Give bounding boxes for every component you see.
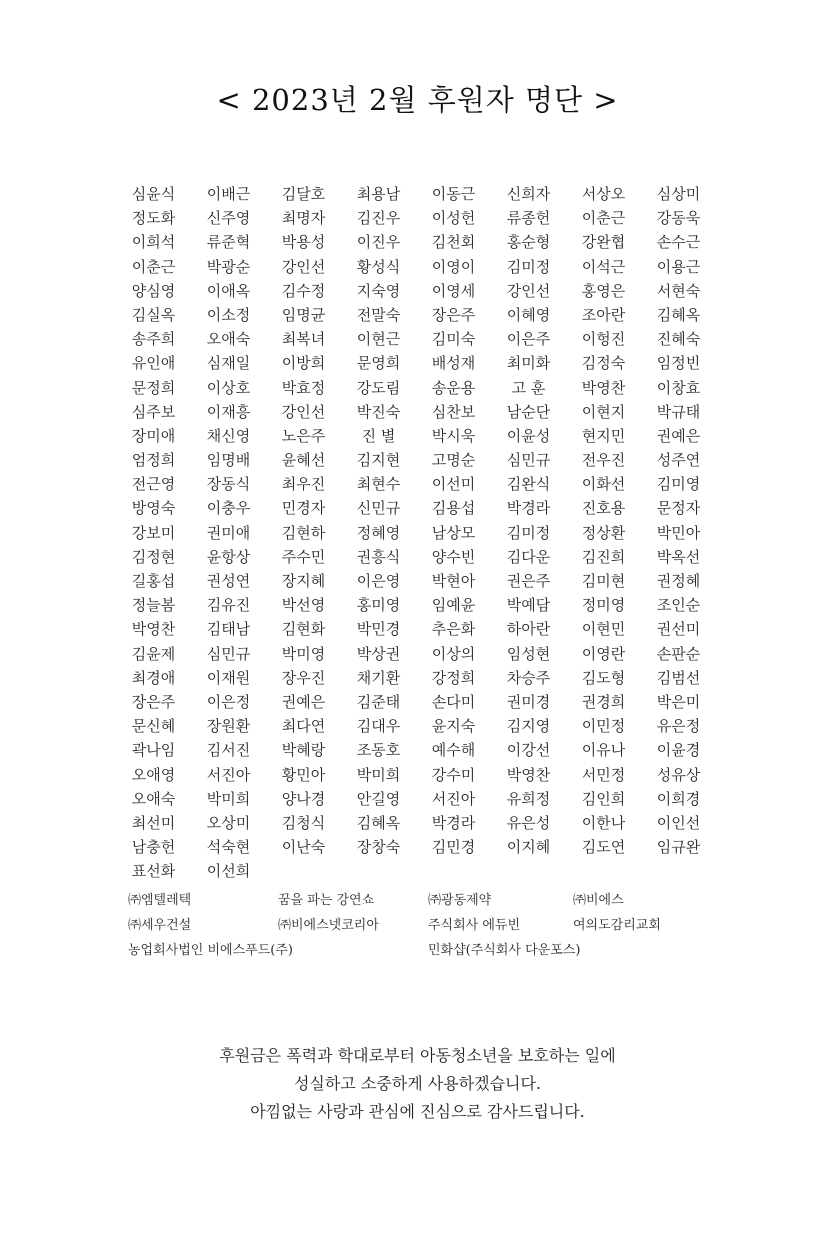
donor-name: 이한나	[581, 813, 626, 832]
donor-name: 이헝진	[581, 330, 626, 349]
donor-name: 박용성	[281, 233, 326, 252]
donor-name: 서상오	[581, 185, 626, 203]
donor-name: 최현수	[356, 475, 401, 494]
donor-name: 박영찬	[131, 620, 176, 639]
donor-name: 김현화	[281, 620, 326, 639]
donor-name: 문신혜	[131, 717, 176, 736]
donor-name: 박규태	[656, 402, 701, 421]
donor-name: 신희자	[506, 185, 551, 203]
donor-name: 이용근	[656, 257, 701, 276]
donor-name: 박예담	[506, 596, 551, 615]
donor-name: 문정희	[131, 378, 176, 397]
donor-name: 박효정	[281, 378, 326, 397]
donor-name: 강인선	[281, 402, 326, 421]
donor-name: 서민정	[581, 765, 626, 784]
donor-name: 남순단	[506, 402, 551, 421]
donor-name: 박상권	[356, 644, 401, 663]
donor-name: 지숙영	[356, 281, 401, 300]
donor-name: 임정빈	[656, 354, 701, 373]
organization-item: 농업회사법인 비에스푸드(주)	[128, 943, 293, 958]
organization-item: 주식회사 에듀빈	[428, 918, 521, 933]
organization-list	[128, 888, 728, 963]
donor-name: 박미영	[281, 644, 326, 663]
donor-name: 서현숙	[656, 281, 701, 300]
donor-name: 조아란	[581, 305, 626, 324]
donor-name: 양심영	[131, 281, 176, 300]
donor-name: 이난숙	[281, 838, 326, 857]
donor-name: 김범선	[656, 668, 701, 687]
message-line: 성실하고 소중하게 사용하겠습니다.	[293, 1074, 542, 1093]
donor-name: 이은주	[506, 330, 551, 349]
donor-name: 손수근	[656, 233, 701, 252]
donor-name: 장지혜	[281, 572, 326, 590]
donor-name: 이현지	[581, 402, 626, 421]
donor-name: 김미정	[506, 523, 551, 542]
donor-name: 김지현	[356, 451, 401, 470]
donor-name: 심재일	[206, 354, 251, 373]
donor-name: 배성재	[431, 354, 476, 373]
donor-name: 임예윤	[431, 596, 476, 615]
donor-name: 김현하	[281, 523, 326, 542]
donor-name: 고 훈	[511, 378, 546, 397]
donor-name: 심찬보	[431, 402, 476, 421]
donor-name: 이민정	[581, 717, 626, 736]
donor-name: 엄정희	[131, 451, 176, 470]
donor-name: 손판순	[656, 644, 701, 663]
donor-name: 김진희	[581, 547, 626, 566]
donor-name: 장창숙	[356, 838, 401, 857]
organization-item: ㈜세우건설	[128, 918, 192, 933]
donor-name: 권은주	[506, 572, 551, 590]
donor-name: 임성현	[506, 644, 551, 663]
donor-name: 권선미	[656, 620, 701, 639]
donor-name: 정미영	[581, 596, 626, 615]
donor-name: 이화선	[581, 475, 626, 494]
donor-name: 최용남	[356, 185, 401, 203]
donor-name: 이창효	[656, 378, 701, 397]
donor-name: 이희석	[131, 233, 176, 252]
donor-name: 이춘근	[581, 209, 626, 228]
donor-name: 오애숙	[131, 789, 176, 808]
donor-name: 김진우	[356, 209, 401, 228]
donor-name: 유은성	[506, 813, 551, 832]
donor-name: 장우진	[281, 668, 326, 687]
donor-name: 조인순	[656, 596, 701, 615]
donor-name: 심민규	[206, 644, 251, 663]
donor-name: 김완식	[506, 475, 551, 494]
donor-name: 표선화	[131, 862, 176, 881]
donor-name: 황성식	[356, 257, 401, 276]
donor-name: 오상미	[206, 813, 251, 832]
donor-name: 박영찬	[506, 765, 551, 784]
donor-name: 김미영	[656, 475, 701, 494]
donor-name: 신주영	[206, 209, 251, 228]
donor-name: 김다운	[506, 547, 551, 566]
donor-name: 이춘근	[131, 257, 176, 276]
donor-name: 민경자	[281, 499, 326, 518]
donor-name: 박민아	[656, 523, 701, 542]
donor-name: 송주희	[131, 330, 176, 349]
donor-name: 강인선	[281, 257, 326, 276]
organization-item: ㈜비에스	[573, 893, 624, 908]
donor-name: 이선희	[206, 862, 251, 881]
donor-name: 정도화	[131, 209, 176, 228]
donor-name: 성주연	[656, 451, 701, 470]
donor-name: 손다미	[431, 692, 476, 711]
donor-name: 이윤성	[506, 426, 551, 445]
donor-name: 김도형	[581, 668, 626, 687]
donor-name: 이재흥	[206, 402, 251, 421]
donor-name: 김실옥	[131, 305, 176, 324]
donor-name: 정늘봄	[131, 596, 176, 615]
donor-name: 박민경	[356, 620, 401, 639]
donor-name: 강인선	[506, 281, 551, 300]
donor-name: 박미희	[356, 765, 401, 784]
donor-name: 석숙현	[206, 838, 251, 857]
donor-name: 서진아	[206, 765, 251, 784]
donor-name: 남충헌	[131, 838, 176, 857]
donor-name: 최다연	[281, 717, 326, 736]
donor-name: 김정숙	[581, 354, 626, 373]
donor-name: 임규완	[656, 838, 701, 857]
donor-name: 박경라	[431, 813, 476, 832]
message-line: 아낌없는 사랑과 관심에 진심으로 감사드립니다.	[250, 1102, 585, 1121]
donor-name: 박광순	[206, 257, 251, 276]
donor-name: 홍순형	[506, 233, 551, 252]
donor-name: 이혜영	[506, 305, 551, 324]
donor-name: 진혜숙	[656, 330, 701, 349]
donor-name: 박현아	[431, 572, 476, 590]
donor-name: 박은미	[656, 692, 701, 711]
donor-name: 김도연	[581, 838, 626, 857]
donor-name: 심상미	[656, 185, 701, 203]
donor-name: 전말숙	[356, 305, 401, 324]
donor-name: 하아란	[506, 620, 551, 639]
donor-name: 남상모	[431, 523, 476, 542]
donor-name: 이방희	[281, 354, 326, 373]
donor-name: 최명자	[281, 209, 326, 228]
donor-name: 이배근	[206, 185, 251, 203]
donor-name: 이강선	[506, 741, 551, 760]
donor-name: 김윤제	[131, 644, 176, 663]
donor-name: 김대우	[356, 717, 401, 736]
donor-name: 권성연	[206, 572, 251, 590]
donor-name: 이영세	[431, 281, 476, 300]
donor-name: 송운용	[431, 378, 476, 397]
donor-name: 장동식	[206, 475, 251, 494]
donor-name: 김미정	[506, 257, 551, 276]
donor-name: 박혜랑	[281, 741, 326, 760]
organization-item: 민화샵(주식회사 다운포스)	[428, 943, 581, 958]
donor-name: 최경애	[131, 668, 176, 687]
donor-name: 김준태	[356, 692, 401, 711]
donor-name: 류종헌	[506, 209, 551, 228]
donor-name: 김수정	[281, 281, 326, 300]
donor-name: 박진숙	[356, 402, 401, 421]
donor-name: 김태남	[206, 620, 251, 639]
donor-name: 이석근	[581, 257, 626, 276]
donor-name: 윤항상	[206, 547, 251, 566]
donor-name: 방영숙	[131, 499, 176, 518]
donor-name: 정혜영	[356, 523, 401, 542]
donor-name: 추은화	[431, 620, 476, 639]
donor-name: 이상의	[431, 644, 476, 663]
donor-name: 심윤식	[131, 185, 176, 203]
donor-name: 이윤경	[656, 741, 701, 760]
donor-name: 김천회	[431, 233, 476, 252]
donor-name: 박경라	[506, 499, 551, 518]
donor-name: 김달호	[281, 185, 326, 203]
donor-name: 김민경	[431, 838, 476, 857]
donor-name: 이선미	[431, 475, 476, 494]
donor-name: 심민규	[506, 451, 551, 470]
donor-name: 이은정	[206, 692, 251, 711]
donor-name: 박옥선	[656, 547, 701, 566]
donor-name: 김혜옥	[356, 813, 401, 832]
donor-name: 이유나	[581, 741, 626, 760]
donor-name: 이재원	[206, 668, 251, 687]
donor-name: 강동욱	[656, 209, 701, 228]
organization-item: ㈜엠텔레텍	[128, 893, 192, 908]
donor-name: 임명균	[281, 305, 326, 324]
donor-name: 박영찬	[581, 378, 626, 397]
donor-name: 홍영은	[581, 281, 626, 300]
donor-name: 장원환	[206, 717, 251, 736]
donor-name: 류준혁	[206, 233, 251, 252]
donor-name: 강수미	[431, 765, 476, 784]
donor-name: 오애영	[131, 765, 176, 784]
donor-name: 성유상	[656, 765, 701, 784]
donor-name: 강완협	[581, 233, 626, 252]
donor-name: 장은주	[131, 692, 176, 711]
donor-name: 윤혜선	[281, 451, 326, 470]
donor-name: 황민아	[281, 765, 326, 784]
donor-name: 이인선	[656, 813, 701, 832]
donor-name: 강정희	[431, 668, 476, 687]
donor-name-list	[116, 182, 716, 883]
donor-name: 양나경	[281, 789, 326, 808]
donor-name: 장미애	[131, 426, 176, 445]
donor-name: 이지혜	[506, 838, 551, 857]
donor-name: 심주보	[131, 402, 176, 421]
donor-name: 곽나임	[131, 741, 176, 760]
donor-name: 최선미	[131, 813, 176, 832]
donor-name: 길홍섭	[131, 572, 176, 590]
donor-name: 권미애	[206, 523, 251, 542]
donor-name: 양수빈	[431, 547, 476, 566]
donor-name: 예수해	[431, 741, 476, 760]
donor-name: 이성헌	[431, 209, 476, 228]
donor-name: 유희정	[506, 789, 551, 808]
organization-item: 여의도감리교회	[573, 918, 661, 933]
donor-name: 강도림	[356, 378, 401, 397]
donor-name: 이영이	[431, 257, 476, 276]
donor-name: 홍미영	[356, 596, 401, 615]
donor-name: 노은주	[281, 426, 326, 445]
donor-name: 김인희	[581, 789, 626, 808]
donor-name: 권미경	[506, 692, 551, 711]
donor-name: 이현민	[581, 620, 626, 639]
donor-name: 전우진	[581, 451, 626, 470]
donor-name: 정상환	[581, 523, 626, 542]
donor-name: 장은주	[431, 305, 476, 324]
donor-name: 차승주	[506, 668, 551, 687]
donor-name: 김용섭	[431, 499, 476, 518]
donor-name: 김유진	[206, 596, 251, 615]
donor-name: 권흥식	[356, 547, 401, 566]
donor-name: 박선영	[281, 596, 326, 615]
donor-name: 윤지숙	[431, 717, 476, 736]
donor-name: 김지영	[506, 717, 551, 736]
organization-item: 꿈을 파는 강연쇼	[278, 893, 375, 908]
donor-name: 이충우	[206, 499, 251, 518]
donor-name: 조동호	[356, 741, 401, 760]
donor-name: 임명배	[206, 451, 251, 470]
donor-name: 이은영	[356, 572, 401, 590]
donor-name: 이진우	[356, 233, 401, 252]
donor-name: 고명순	[431, 451, 476, 470]
donor-name: 김혜옥	[656, 305, 701, 324]
donor-name: 유은정	[656, 717, 701, 736]
donor-name: 강보미	[131, 523, 176, 542]
donor-name: 오애숙	[206, 330, 251, 349]
donor-name: 이소정	[206, 305, 251, 324]
donor-name: 문영희	[356, 354, 401, 373]
donor-name: 유인애	[131, 354, 176, 373]
donor-name: 이애옥	[206, 281, 251, 300]
organization-item: ㈜비에스넷코리아	[278, 918, 379, 933]
donor-name: 권예은	[656, 426, 701, 445]
donor-name: 김서진	[206, 741, 251, 760]
donor-name: 김청식	[281, 813, 326, 832]
donor-name: 문정자	[656, 499, 701, 518]
donor-name: 서진아	[431, 789, 476, 808]
donor-name: 최미화	[506, 354, 551, 373]
donor-name: 이상호	[206, 378, 251, 397]
donor-name: 권경희	[581, 692, 626, 711]
donor-name: 김미숙	[431, 330, 476, 349]
donor-name: 김정현	[131, 547, 176, 566]
organization-item: ㈜광동제약	[428, 893, 492, 908]
donor-name: 이희경	[656, 789, 701, 808]
donor-name: 이동근	[431, 185, 476, 203]
donor-name: 채기환	[356, 668, 401, 687]
thank-you-message	[0, 1042, 835, 1126]
donor-name: 신민규	[356, 499, 401, 518]
donor-name: 진호용	[581, 499, 626, 518]
donor-name: 이현근	[356, 330, 401, 349]
donor-name: 현지민	[581, 426, 626, 445]
donor-name: 주수민	[281, 547, 326, 566]
page-title: < 2023년 2월 후원자 명단 >	[216, 83, 619, 117]
message-line: 후원금은 폭력과 학대로부터 아동청소년을 보호하는 일에	[219, 1046, 616, 1065]
donor-name: 최복녀	[281, 330, 326, 349]
donor-name: 채신영	[206, 426, 251, 445]
donor-name: 진 별	[361, 426, 396, 445]
donor-name: 최우진	[281, 475, 326, 494]
donor-name: 권정혜	[656, 572, 701, 590]
donor-name: 이영란	[581, 644, 626, 663]
donor-name: 권예은	[281, 692, 326, 711]
donor-name: 박시욱	[431, 426, 476, 445]
donor-name: 전근영	[131, 475, 176, 494]
donor-name: 김미현	[581, 572, 626, 590]
donor-name: 안길영	[356, 789, 401, 808]
donor-name: 박미희	[206, 789, 251, 808]
